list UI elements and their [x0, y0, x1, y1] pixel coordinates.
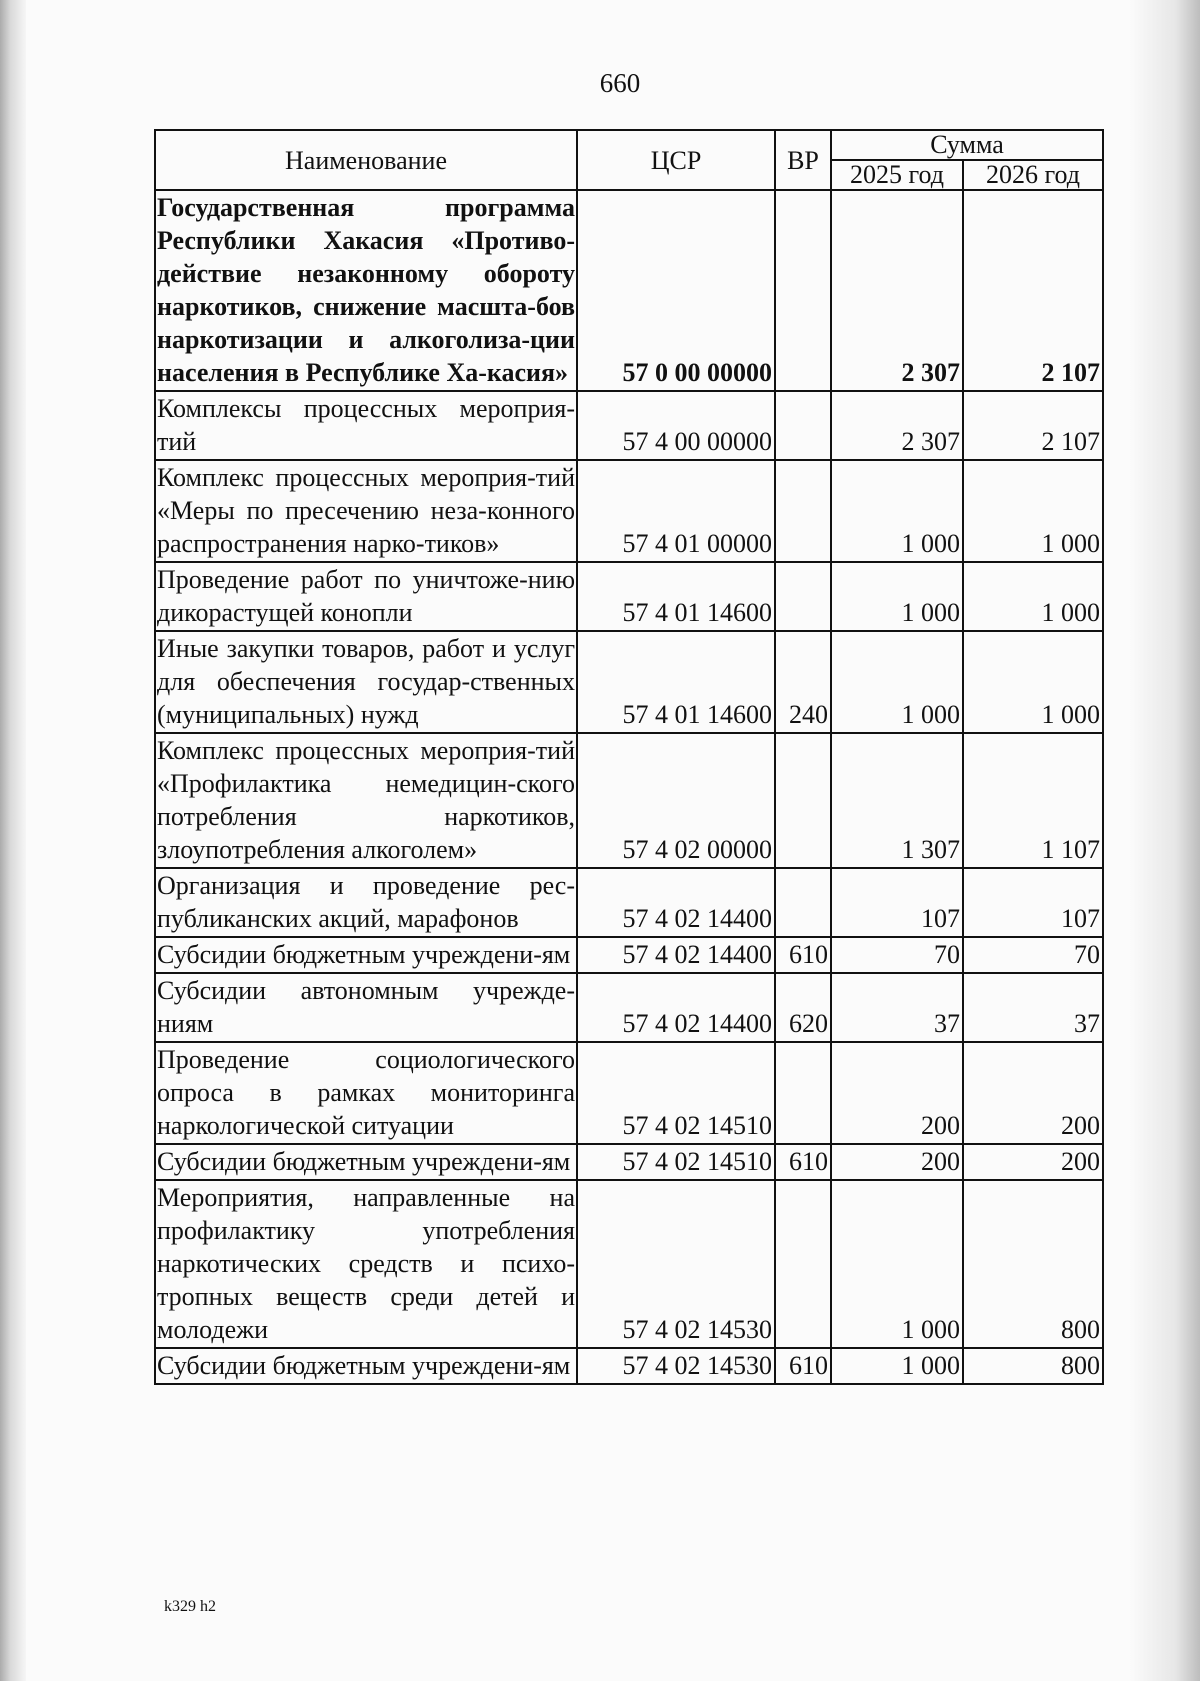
row-csr: 57 4 02 14530	[577, 1180, 775, 1348]
row-name: Государственная программа Республики Хакасия «Противо-действие незаконному обороту наркотиков, снижение масшта-бов наркотизации и алкоголиза-ции населения в Республике Ха-касия»	[155, 190, 577, 391]
row-csr: 57 4 02 14400	[577, 937, 775, 973]
row-name: Комплекс процессных мероприя-тий «Профилактика немедицин-ского потребления наркотиков, злоупотребления алкоголем»	[155, 733, 577, 868]
table-row	[155, 190, 1103, 391]
row-sum-2025: 1 000	[831, 631, 963, 733]
row-sum-2025: 1 000	[831, 1348, 963, 1384]
row-name: Субсидии бюджетным учреждени-ям	[155, 937, 577, 973]
row-csr: 57 4 02 14400	[577, 868, 775, 937]
table-row	[155, 1180, 1103, 1348]
row-csr: 57 4 02 00000	[577, 733, 775, 868]
row-csr: 57 4 02 14530	[577, 1348, 775, 1384]
table-row	[155, 1144, 1103, 1180]
row-csr: 57 0 00 00000	[577, 190, 775, 391]
row-sum-2025: 70	[831, 937, 963, 973]
header-csr: ЦСР	[577, 130, 775, 190]
row-sum-2026: 1 000	[963, 562, 1103, 631]
table-row	[155, 460, 1103, 562]
scan-shadow-right	[1130, 0, 1200, 1681]
row-sum-2025: 2 307	[831, 391, 963, 460]
row-name: Комплекс процессных мероприя-тий «Меры по пресечению неза-конного распространения нарко-тиков»	[155, 460, 577, 562]
row-name: Субсидии бюджетным учреждени-ям	[155, 1144, 577, 1180]
row-name: Проведение работ по уничтоже-нию дикорастущей конопли	[155, 562, 577, 631]
row-name: Мероприятия, направленные на профилактику употребления наркотических средств и психо-тропных веществ среди детей и молодежи	[155, 1180, 577, 1348]
row-vr: 610	[775, 1348, 831, 1384]
row-name: Организация и проведение рес-публиканских акций, марафонов	[155, 868, 577, 937]
row-sum-2025: 1 000	[831, 1180, 963, 1348]
row-vr	[775, 1180, 831, 1348]
table-row	[155, 562, 1103, 631]
row-name: Иные закупки товаров, работ и услуг для обеспечения государ-ственных (муниципальных) нужд	[155, 631, 577, 733]
row-name: Субсидии автономным учрежде-ниям	[155, 973, 577, 1042]
row-sum-2026: 70	[963, 937, 1103, 973]
row-sum-2026: 200	[963, 1144, 1103, 1180]
row-sum-2025: 200	[831, 1144, 963, 1180]
page-number: 660	[599, 68, 641, 98]
row-sum-2025: 107	[831, 868, 963, 937]
table-row	[155, 868, 1103, 937]
row-vr	[775, 733, 831, 868]
row-vr	[775, 562, 831, 631]
row-csr: 57 4 01 14600	[577, 631, 775, 733]
row-sum-2026: 200	[963, 1042, 1103, 1144]
header-vr: ВР	[775, 130, 831, 190]
row-vr	[775, 391, 831, 460]
header-year-2025: 2025 год	[831, 160, 963, 190]
row-name: Комплексы процессных мероприя-тий	[155, 391, 577, 460]
table-row	[155, 937, 1103, 973]
table-row	[155, 391, 1103, 460]
row-vr: 610	[775, 1144, 831, 1180]
header-sum: Сумма	[831, 130, 1103, 160]
row-sum-2026: 1 107	[963, 733, 1103, 868]
scan-shadow-left	[0, 0, 26, 1681]
row-sum-2026: 1 000	[963, 631, 1103, 733]
row-vr: 620	[775, 973, 831, 1042]
row-sum-2026: 800	[963, 1348, 1103, 1384]
row-vr	[775, 1042, 831, 1144]
row-vr: 240	[775, 631, 831, 733]
row-csr: 57 4 02 14400	[577, 973, 775, 1042]
row-sum-2026: 2 107	[963, 190, 1103, 391]
table-row	[155, 733, 1103, 868]
row-sum-2025: 1 000	[831, 460, 963, 562]
table-header	[155, 130, 1103, 190]
row-vr	[775, 460, 831, 562]
row-csr: 57 4 01 00000	[577, 460, 775, 562]
row-vr	[775, 190, 831, 391]
row-vr	[775, 868, 831, 937]
row-csr: 57 4 02 14510	[577, 1144, 775, 1180]
table-row	[155, 631, 1103, 733]
table-body	[155, 190, 1103, 1384]
row-name: Проведение социологического опроса в рамках мониторинга наркологической ситуации	[155, 1042, 577, 1144]
row-csr: 57 4 02 14510	[577, 1042, 775, 1144]
row-csr: 57 4 01 14600	[577, 562, 775, 631]
row-sum-2025: 1 000	[831, 562, 963, 631]
row-sum-2026: 107	[963, 868, 1103, 937]
document-code: k329 h2	[164, 1598, 216, 1615]
row-sum-2026: 37	[963, 973, 1103, 1042]
table-row	[155, 973, 1103, 1042]
header-name: Наименование	[155, 130, 577, 190]
row-sum-2025: 37	[831, 973, 963, 1042]
table-row	[155, 1042, 1103, 1144]
row-vr: 610	[775, 937, 831, 973]
row-sum-2026: 1 000	[963, 460, 1103, 562]
row-sum-2025: 1 307	[831, 733, 963, 868]
budget-table	[154, 129, 1104, 1385]
row-sum-2026: 800	[963, 1180, 1103, 1348]
row-sum-2026: 2 107	[963, 391, 1103, 460]
row-sum-2025: 200	[831, 1042, 963, 1144]
row-csr: 57 4 00 00000	[577, 391, 775, 460]
row-sum-2025: 2 307	[831, 190, 963, 391]
row-name: Субсидии бюджетным учреждени-ям	[155, 1348, 577, 1384]
header-year-2026: 2026 год	[963, 160, 1103, 190]
table-row	[155, 1348, 1103, 1384]
